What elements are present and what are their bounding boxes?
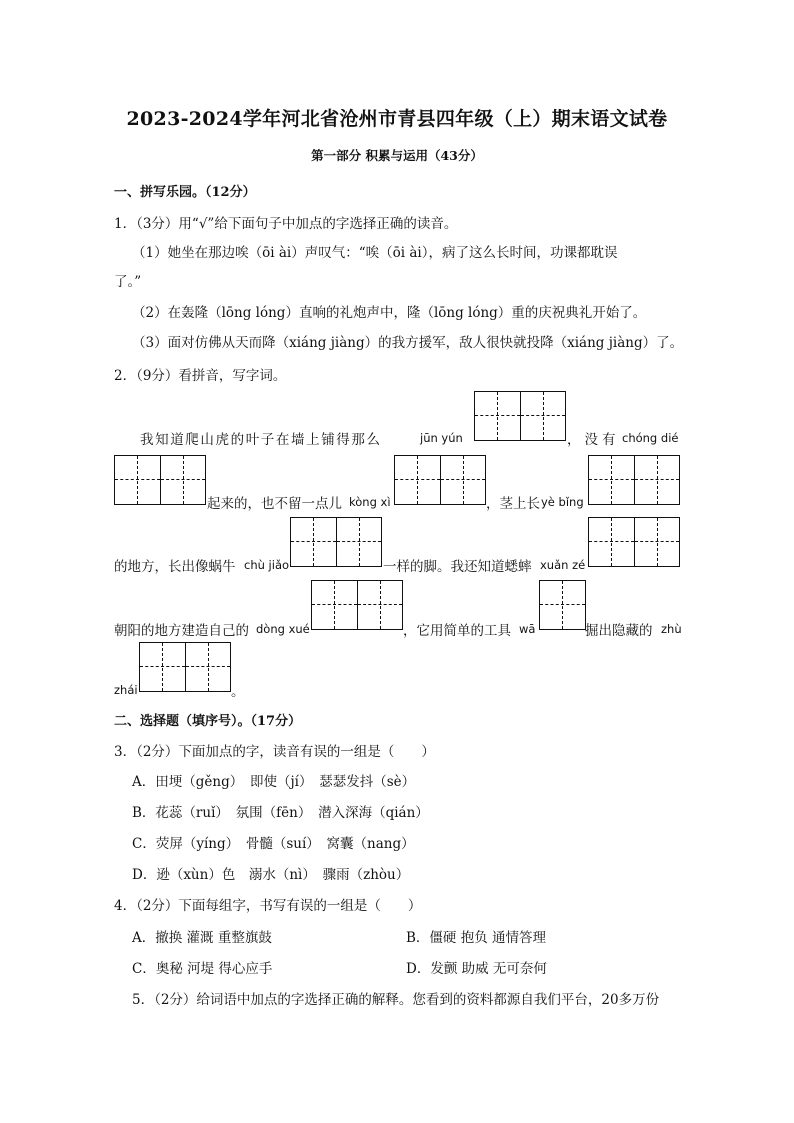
question-3-option-a[interactable]: A．田埂（gěng） 即使（jí） 瑟瑟发抖（sè） — [132, 774, 416, 790]
passage-text: ，没有 — [567, 432, 620, 448]
part-heading: 第一部分 积累与运用（43分） — [311, 148, 483, 163]
question-1-sentence-1: （1）她坐在那边唉（ōi ài）声叹气：“唉（ōi ài），病了这么长时间，功课都耽误 — [132, 245, 618, 261]
pinyin-chongdie: chóng dié — [622, 431, 679, 445]
passage-text: 我知道爬山虎的叶子在墙上铺得那么 — [140, 432, 382, 448]
question-1-sentence-1-cont: 了。” — [114, 274, 142, 290]
question-4-option-d[interactable]: D．发颤 助威 无可奈何 — [406, 961, 547, 977]
passage-text: 起来的，也不留一点儿 — [207, 496, 342, 512]
pinyin-chujiao: chù jiǎo — [244, 558, 290, 572]
question-3-option-c[interactable]: C．荧屏（yíng） 骨髓（suí） 窝囊（nang） — [132, 836, 415, 852]
question-3-stem: 3．（2分）下面加点的字，读音有误的一组是（ ） — [114, 744, 435, 760]
passage-text: 掘出隐藏的 — [585, 623, 653, 639]
passage-text: 一样的脚。我还知道蟋蟀 — [383, 559, 532, 575]
question-1-sentence-2: （2）在轰隆（lōng lóng）直响的礼炮声中，隆（lōng lóng）重的庆祝典礼开始了。 — [132, 305, 647, 321]
section-heading-1: 一、拼写乐园。（12分） — [114, 185, 256, 200]
question-4-option-a[interactable]: A．撤换 灌溉 重整旗鼓 — [132, 930, 272, 946]
pinyin-kongxi: kòng xì — [349, 495, 391, 509]
pinyin-xuanze: xuǎn zé — [540, 558, 586, 572]
pinyin-zhu: zhù — [661, 622, 682, 636]
question-2-stem: 2．（9分）看拼音，写字词。 — [114, 368, 287, 384]
writing-grid-wa[interactable] — [539, 580, 586, 630]
writing-grid-kongxi[interactable] — [394, 455, 486, 505]
writing-grid-chujiao[interactable] — [290, 517, 382, 567]
pinyin-wa: wā — [519, 622, 536, 636]
writing-grid-zhuzhai[interactable] — [139, 642, 231, 692]
writing-grid-dongxue[interactable] — [311, 580, 403, 630]
question-1-sentence-3: （3）面对仿佛从天而降（xiáng jiàng）的我方援军，敌人很快就投降（xiáng jiàng）了。 — [132, 335, 684, 351]
pinyin-dongxue: dòng xué — [256, 622, 310, 636]
question-3-option-d[interactable]: D．逊（xùn）色 溺水（nì） 骤雨（zhòu） — [132, 867, 410, 883]
writing-grid-xuanze[interactable] — [588, 517, 680, 567]
question-5-stem: 5．（2分）给词语中加点的字选择正确的解释。您看到的资料都源自我们平台，20多万份 — [132, 992, 660, 1008]
passage-text: ，它用简单的工具 — [403, 623, 511, 639]
passage-text: ，茎上长 — [486, 496, 540, 512]
pinyin-junyun: jūn yún — [420, 431, 463, 445]
question-4-stem: 4．（2分）下面每组字，书写有误的一组是（ ） — [114, 898, 422, 914]
writing-grid-chongdie[interactable] — [114, 455, 206, 505]
writing-grid-junyun[interactable] — [474, 391, 566, 441]
passage-text: 。 — [231, 684, 245, 700]
section-heading-2: 二、选择题（填序号）。（17分） — [114, 714, 302, 729]
passage-text: 的地方，长出像蜗牛 — [114, 559, 236, 575]
pinyin-yebing: yè bǐng — [541, 495, 584, 509]
pinyin-zhai: zhái — [114, 683, 138, 697]
question-1-stem: 1．（3分）用“√”给下面句子中加点的字选择正确的读音。 — [114, 216, 458, 232]
question-3-option-b[interactable]: B．花蕊（ruǐ） 氛围（fēn） 潜入深海（qián） — [132, 805, 429, 821]
passage-text: 朝阳的地方建造自己的 — [114, 623, 249, 639]
question-4-option-c[interactable]: C．奥秘 河堤 得心应手 — [132, 961, 273, 977]
question-4-option-b[interactable]: B．僵硬 抱负 通情答理 — [406, 930, 547, 946]
page-title: 2023-2024学年河北省沧州市青县四年级（上）期末语文试卷 — [126, 108, 668, 130]
writing-grid-yebing[interactable] — [588, 455, 680, 505]
